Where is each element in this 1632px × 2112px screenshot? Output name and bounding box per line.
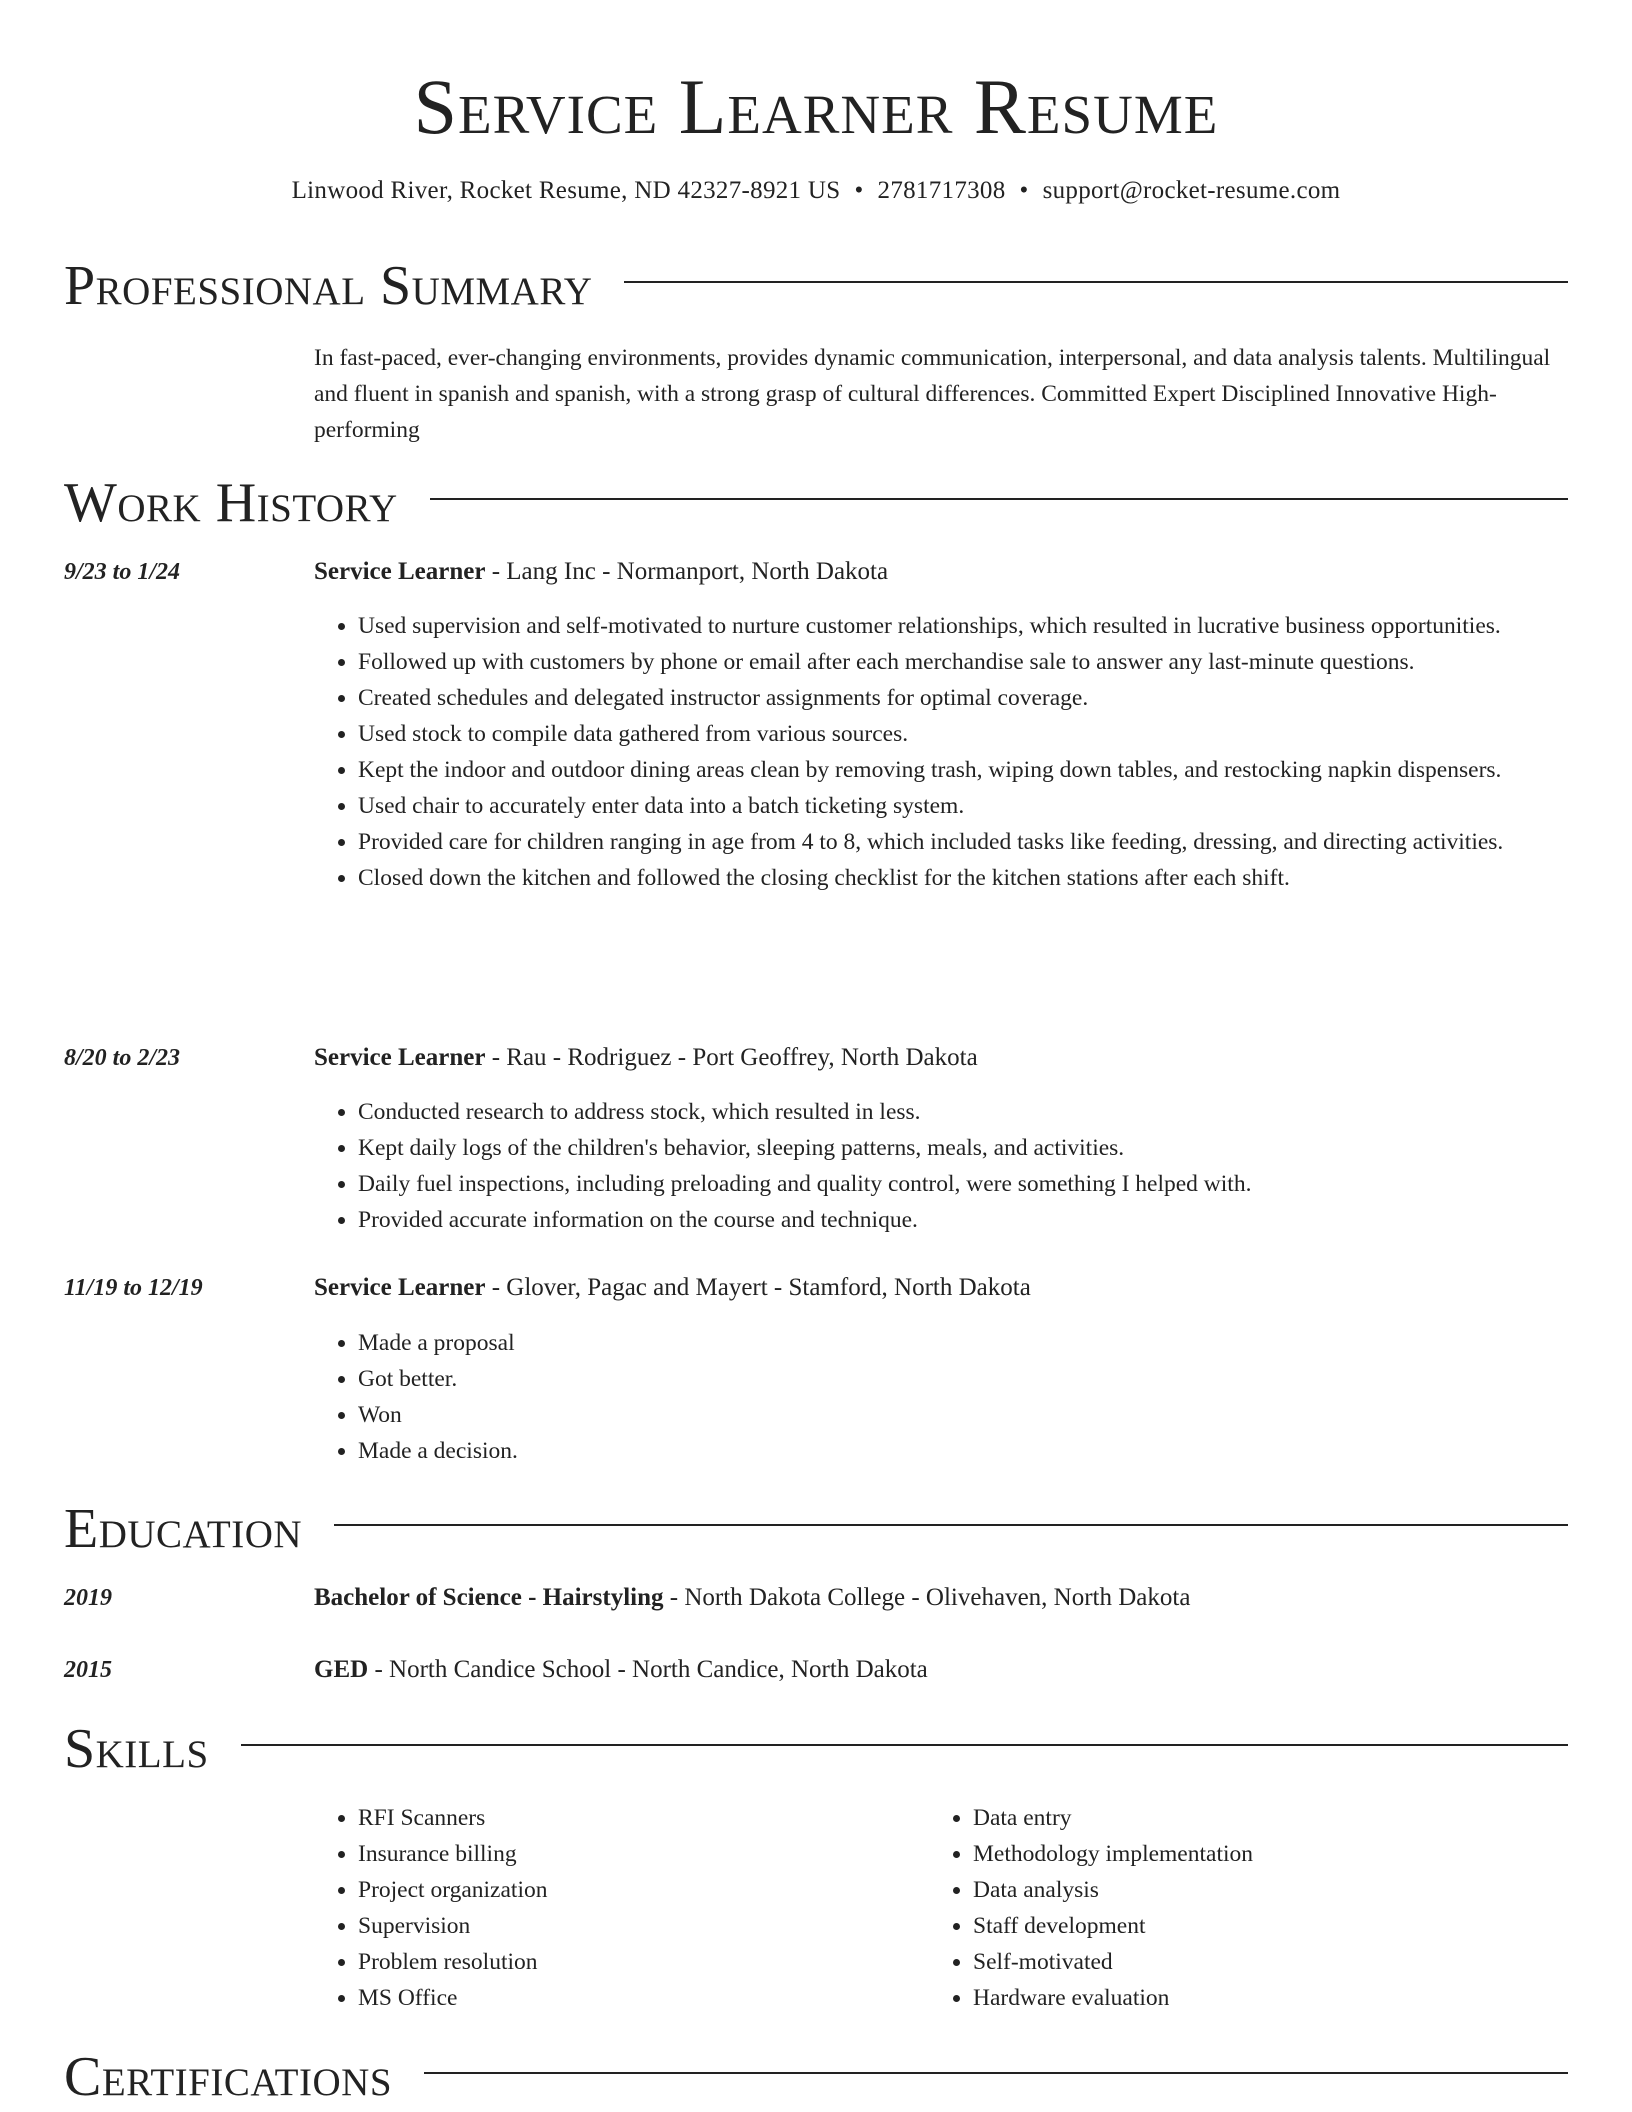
list-item: • Used supervision and self-motivated to nurture customer relationships, which resulted in lucrative business opportunities. <box>358 608 1564 644</box>
list-item: • Closed down the kitchen and followed the closing checklist for the kitchen stations after each shift. <box>358 860 1564 896</box>
section-title: Professional Summary <box>64 255 593 317</box>
list-item: • Got better. <box>358 1361 1564 1397</box>
education-degree: Bachelor of Science - Hairstyling <box>314 1584 664 1611</box>
contact-address: Linwood River, Rocket Resume, ND 42327-8921 US <box>291 177 841 204</box>
skills-list-left <box>314 1800 914 2016</box>
job-dates: 9/23 to 1/24 <box>64 559 181 585</box>
list-item: • Won <box>358 1397 1564 1433</box>
skill-item: • Hardware evaluation <box>973 1980 1569 2016</box>
list-item: • Kept the indoor and outdoor dining areas clean by removing trash, wiping down tables, and restocking napkin dispensers. <box>358 752 1564 788</box>
education-degree: GED <box>314 1656 369 1683</box>
contact-line <box>0 176 1632 206</box>
section-title: Work History <box>64 472 398 534</box>
summary-text: In fast-paced, ever-changing environments, provides dynamic communication, interpersonal, and data analysis talents. Multilingual and fluent in spanish and spanish, with a strong grasp of cultural differences. Committed Expert Disciplined Innovative High-performing <box>314 345 1551 443</box>
education-year: 2015 <box>64 1657 112 1683</box>
list-item: • Made a decision. <box>358 1433 1564 1469</box>
skill-item: • Supervision <box>358 1908 914 1944</box>
section-title: Skills <box>64 1718 209 1780</box>
section-title: Certifications <box>64 2046 393 2108</box>
section-header-summary <box>64 256 1568 316</box>
section-divider <box>334 1524 1568 1526</box>
job-heading <box>314 1273 1584 1303</box>
job-employer: - Lang Inc - Normanport, North Dakota <box>485 558 889 585</box>
list-item: • Kept daily logs of the children's behavior, sleeping patterns, meals, and activities. <box>358 1130 1564 1166</box>
resume-title: Service Learner Resume <box>413 63 1219 150</box>
skill-item: • Data entry <box>973 1800 1569 1836</box>
job-title: Service Learner <box>314 1274 486 1301</box>
contact-separator: • <box>1019 177 1029 204</box>
section-divider <box>424 2072 1568 2074</box>
education-school: - North Dakota College - Olivehaven, North Dakota <box>663 1584 1191 1611</box>
list-item: • Made a proposal <box>358 1325 1564 1361</box>
job-heading <box>314 557 1584 587</box>
section-header-certifications <box>64 2047 1568 2107</box>
job-duties-list <box>314 1325 1564 1469</box>
skill-item: • MS Office <box>358 1980 914 2016</box>
education-entry <box>314 1583 1584 1613</box>
skill-item: • Self-motivated <box>973 1944 1569 1980</box>
section-header-skills <box>64 1719 1568 1779</box>
skill-item: • Problem resolution <box>358 1944 914 1980</box>
job-title: Service Learner <box>314 1044 486 1071</box>
list-item: • Daily fuel inspections, including preloading and quality control, were something I helped with. <box>358 1166 1564 1202</box>
list-item: • Provided accurate information on the course and technique. <box>358 1202 1564 1238</box>
list-item: • Created schedules and delegated instructor assignments for optimal coverage. <box>358 680 1564 716</box>
skill-item: • Methodology implementation <box>973 1836 1569 1872</box>
job-employer: - Rau - Rodriguez - Port Geoffrey, North Dakota <box>485 1044 978 1071</box>
contact-separator: • <box>854 177 864 204</box>
list-item: • Used chair to accurately enter data into a batch ticketing system. <box>358 788 1564 824</box>
job-dates: 8/20 to 2/23 <box>64 1045 181 1071</box>
section-header-work-history <box>64 473 1568 533</box>
list-item: • Used stock to compile data gathered from various sources. <box>358 716 1564 752</box>
contact-email: support@rocket-resume.com <box>1042 177 1341 204</box>
education-year: 2019 <box>64 1585 112 1611</box>
list-item: • Provided care for children ranging in age from 4 to 8, which included tasks like feeding, dressing, and directing activities. <box>358 824 1564 860</box>
skill-item: • Data analysis <box>973 1872 1569 1908</box>
job-title: Service Learner <box>314 558 486 585</box>
job-employer: - Glover, Pagac and Mayert - Stamford, North Dakota <box>485 1274 1031 1301</box>
job-dates: 11/19 to 12/19 <box>64 1275 203 1301</box>
list-item: • Followed up with customers by phone or email after each merchandise sale to answer any last-minute questions. <box>358 644 1564 680</box>
job-duties-list <box>314 608 1564 896</box>
section-divider <box>624 281 1568 283</box>
section-divider <box>241 1744 1568 1746</box>
skill-item: • Insurance billing <box>358 1836 914 1872</box>
skill-item: • Staff development <box>973 1908 1569 1944</box>
skill-item: • RFI Scanners <box>358 1800 914 1836</box>
education-school: - North Candice School - North Candice, North Dakota <box>368 1656 928 1683</box>
education-entry <box>314 1655 1584 1685</box>
job-heading <box>314 1043 1584 1073</box>
job-duties-list <box>314 1094 1564 1238</box>
list-item: • Conducted research to address stock, which resulted in less. <box>358 1094 1564 1130</box>
section-title: Education <box>64 1498 303 1560</box>
section-divider <box>430 498 1568 500</box>
skills-list-right <box>929 1800 1569 2016</box>
section-header-education <box>64 1499 1568 1559</box>
skill-item: • Project organization <box>358 1872 914 1908</box>
contact-phone: 2781717308 <box>877 177 1006 204</box>
